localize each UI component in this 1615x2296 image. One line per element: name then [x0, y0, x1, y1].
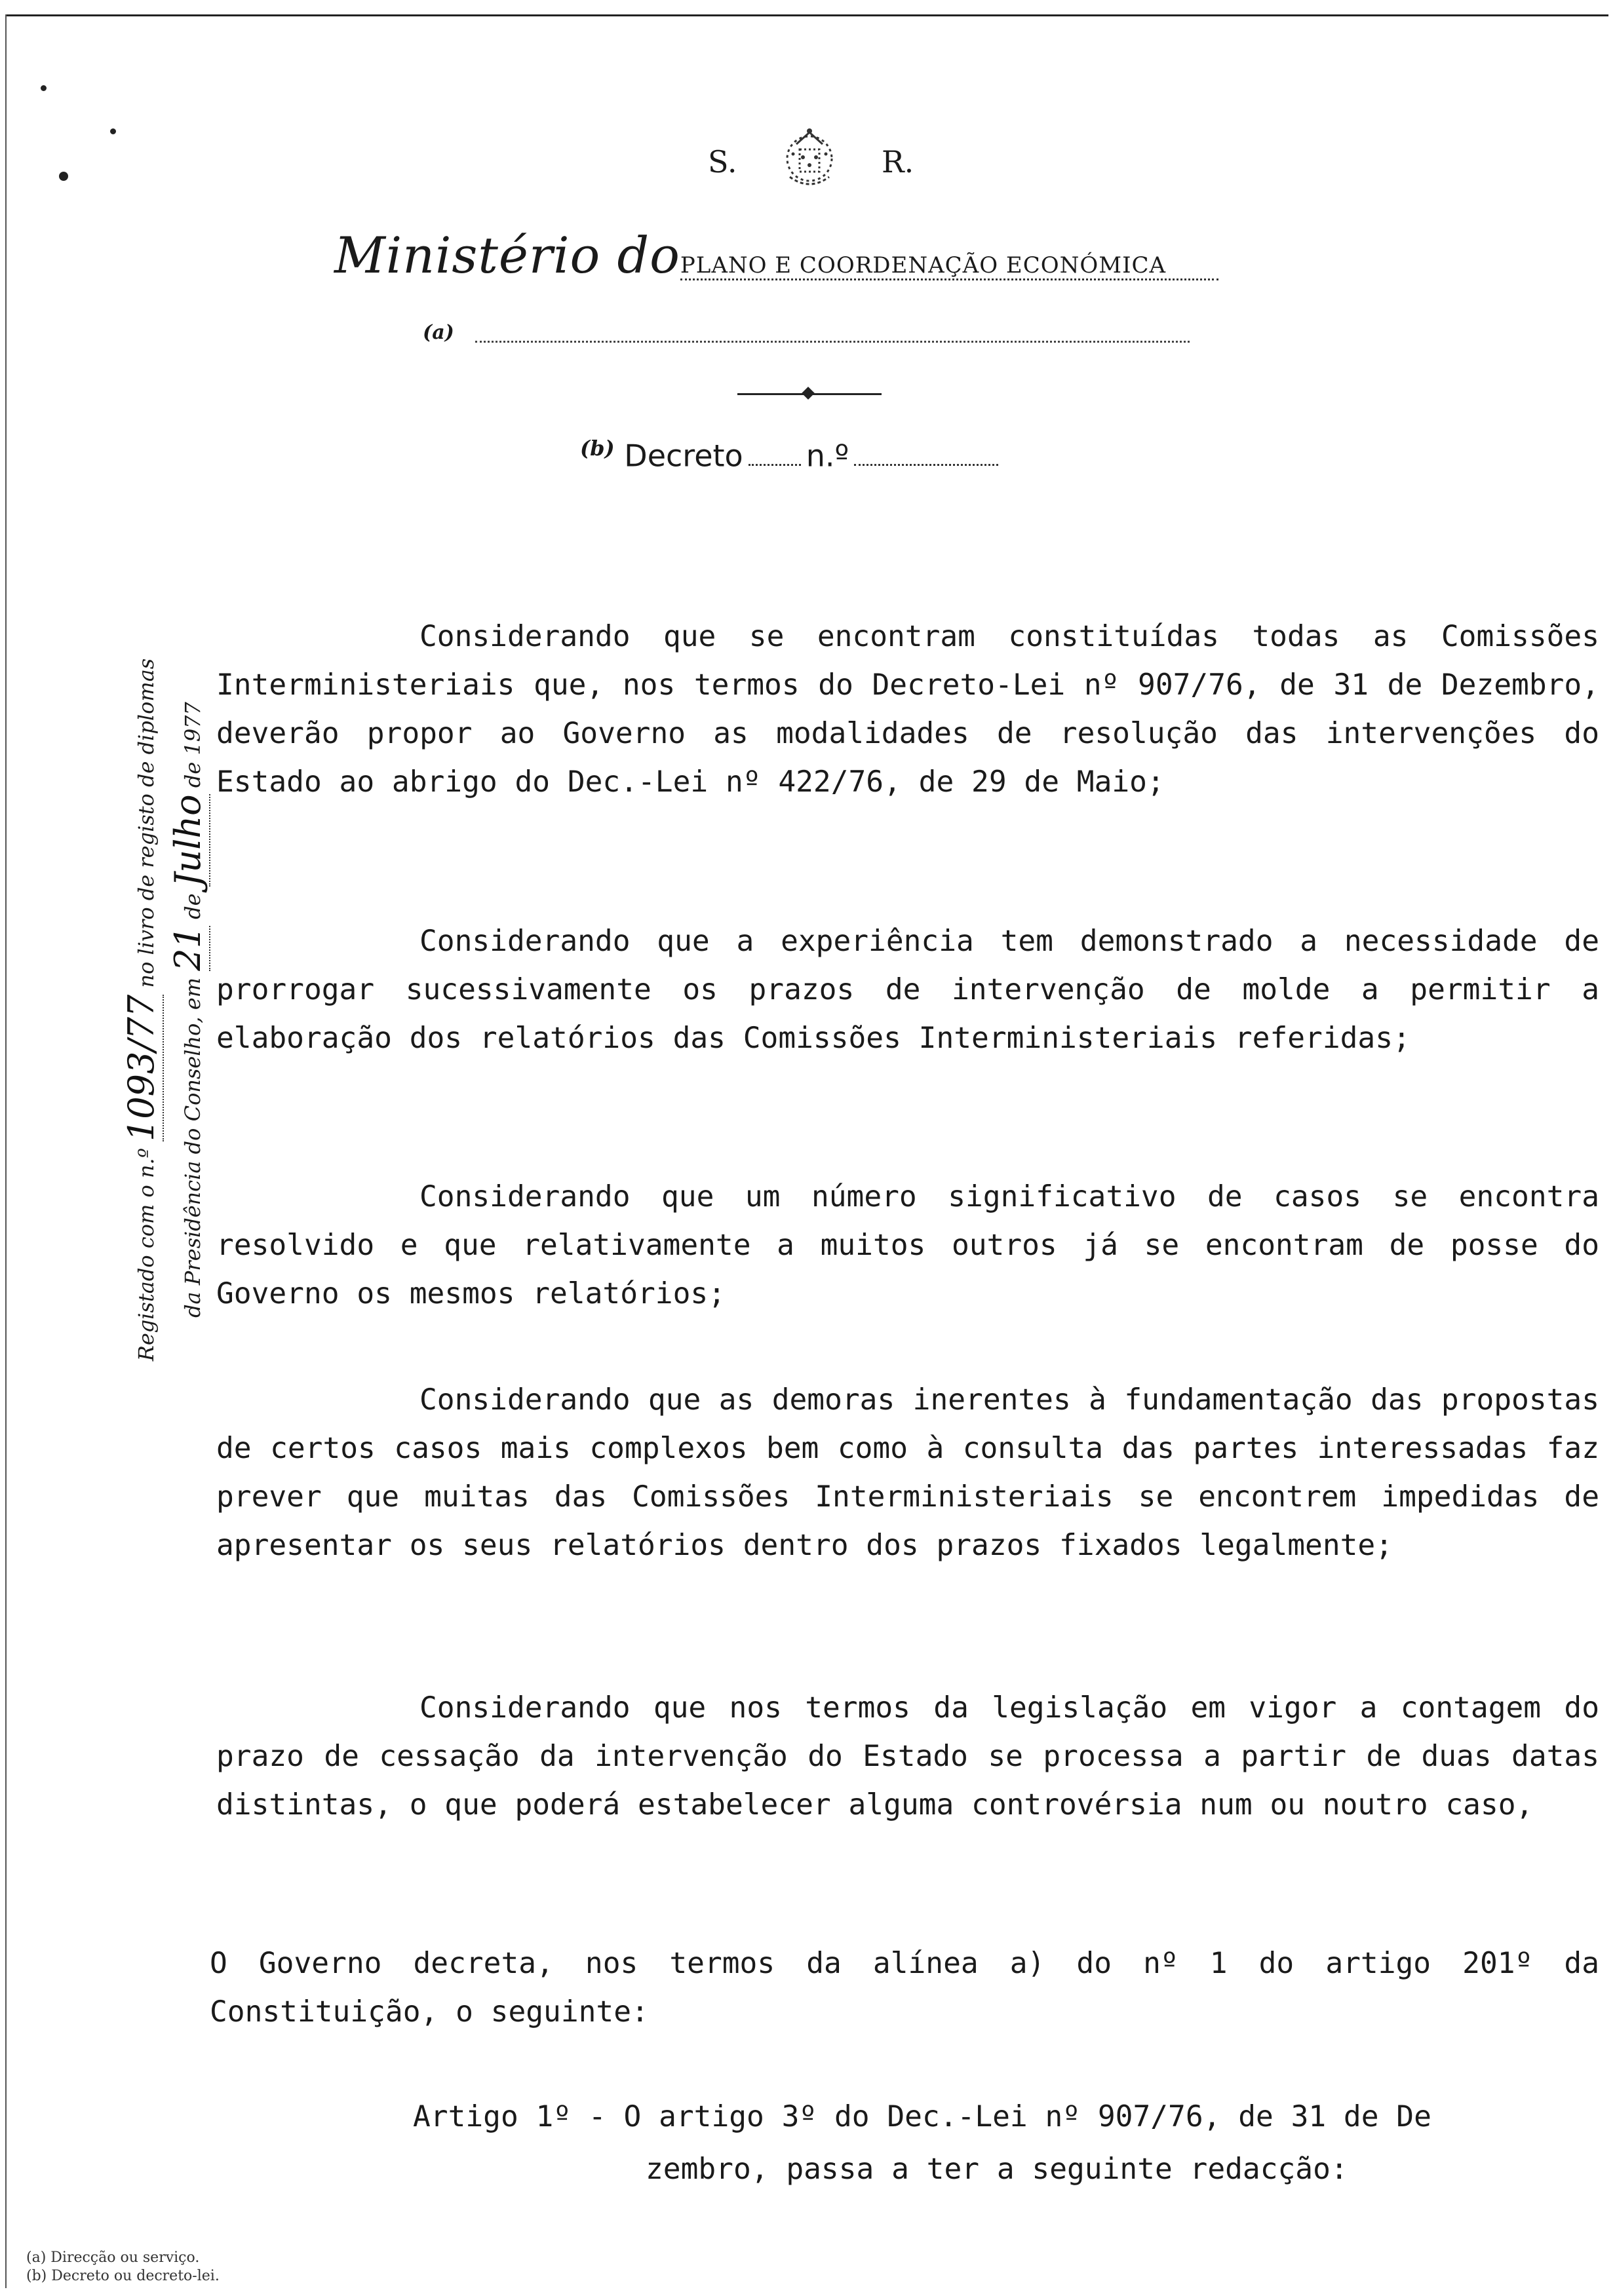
ministry-prefix: Ministério do — [334, 226, 680, 284]
ministry-heading — [334, 226, 1218, 284]
coat-of-arms-seal-icon — [770, 118, 849, 197]
ministry-name: PLANO E COORDENAÇÃO ECONÓMICA — [680, 252, 1218, 280]
decree-heading — [580, 436, 998, 473]
presidency-text: da Presidência do Conselho, em — [180, 977, 205, 1318]
margin-note-line-2 — [167, 518, 214, 1501]
registration-margin-note — [121, 518, 214, 1501]
registration-day: 21 — [167, 926, 210, 971]
registered-text: Registado com o n.º — [134, 1148, 159, 1362]
speck — [59, 172, 68, 181]
service-field-label: (a) — [423, 321, 454, 344]
seal-letter-left: S. — [708, 144, 737, 180]
left-border — [5, 14, 7, 2288]
recital-paragraph-3: Considerando que um número significativo de casos se encontra resolvido e que relativamente a muitos outros já se encontram de posse do Governo os mesmos relatórios; — [216, 1180, 1599, 1311]
margin-note-line-1 — [121, 518, 167, 1501]
recital-paragraph-4: Considerando que as demoras inerentes à fundamentação das propostas de certos casos mais complexos bem como à consulta das partes interessadas faz prever que muitas das Comissões Interministeriais se encontrem impedidas de apresentar os seus relatórios dentro dos prazos fixados legalmente; — [216, 1383, 1599, 1562]
recital-paragraph-5: Considerando que nos termos da legislação em vigor a contagem do prazo de cessação da intervenção do Estado se processa a partir de duas datas distintas, o que poderá estabelecer alguma controvérsia num ou noutro caso, — [216, 1691, 1599, 1822]
top-border — [7, 14, 1608, 16]
footnote-b: (b) Decreto ou decreto-lei. — [26, 2268, 220, 2284]
speck — [110, 128, 116, 134]
seal-letter-right: R. — [882, 144, 914, 180]
article-1-line-2: zembro, passa a ter a seguinte redacção: — [646, 2152, 1348, 2186]
decree-intro: O Governo decreta, nos termos da alínea a) do nº 1 do artigo 201º da Constituição, o seguinte: — [210, 1947, 1599, 2029]
footnotes — [26, 2249, 220, 2286]
decree-word: Decreto — [624, 438, 743, 474]
registration-month: Julho — [167, 794, 210, 887]
article-1-line-1: Artigo 1º - O artigo 3º do Dec.-Lei nº 907/76, de 31 de De — [413, 2100, 1431, 2133]
registration-number: 1093/77 — [121, 995, 164, 1141]
recital-paragraph-1: Considerando que se encontram constituídas todas as Comissões Interministeriais que, nos termos do Decreto-Lei nº 907/76, de 31 de Dezembro, deverão propor ao Governo as modalidades de resolução das intervenções do Estado ao abrigo do Dec.-Lei nº 422/76, de 29 de Maio; — [216, 620, 1599, 799]
book-text: no livro de registo de diplomas — [134, 658, 159, 988]
speck — [41, 85, 47, 91]
decree-type-label: (b) — [580, 436, 615, 461]
divider-diamond-icon — [802, 387, 815, 400]
recital-paragraph-2: Considerando que a experiência tem demonstrado a necessidade de prorrogar sucessivamente os prazos de intervenção de molde a permitir a elaboração dos relatórios das Comissões Interministeriais referidas; — [216, 925, 1599, 1055]
de-text: de — [180, 893, 205, 919]
decree-number-label: n.º — [806, 438, 849, 474]
footnote-a: (a) Direcção ou serviço. — [26, 2249, 200, 2266]
decree-number-blank — [854, 464, 998, 466]
year-text: de 1977 — [180, 702, 205, 788]
service-field-blank — [475, 341, 1190, 343]
decree-type-blank — [749, 464, 801, 466]
